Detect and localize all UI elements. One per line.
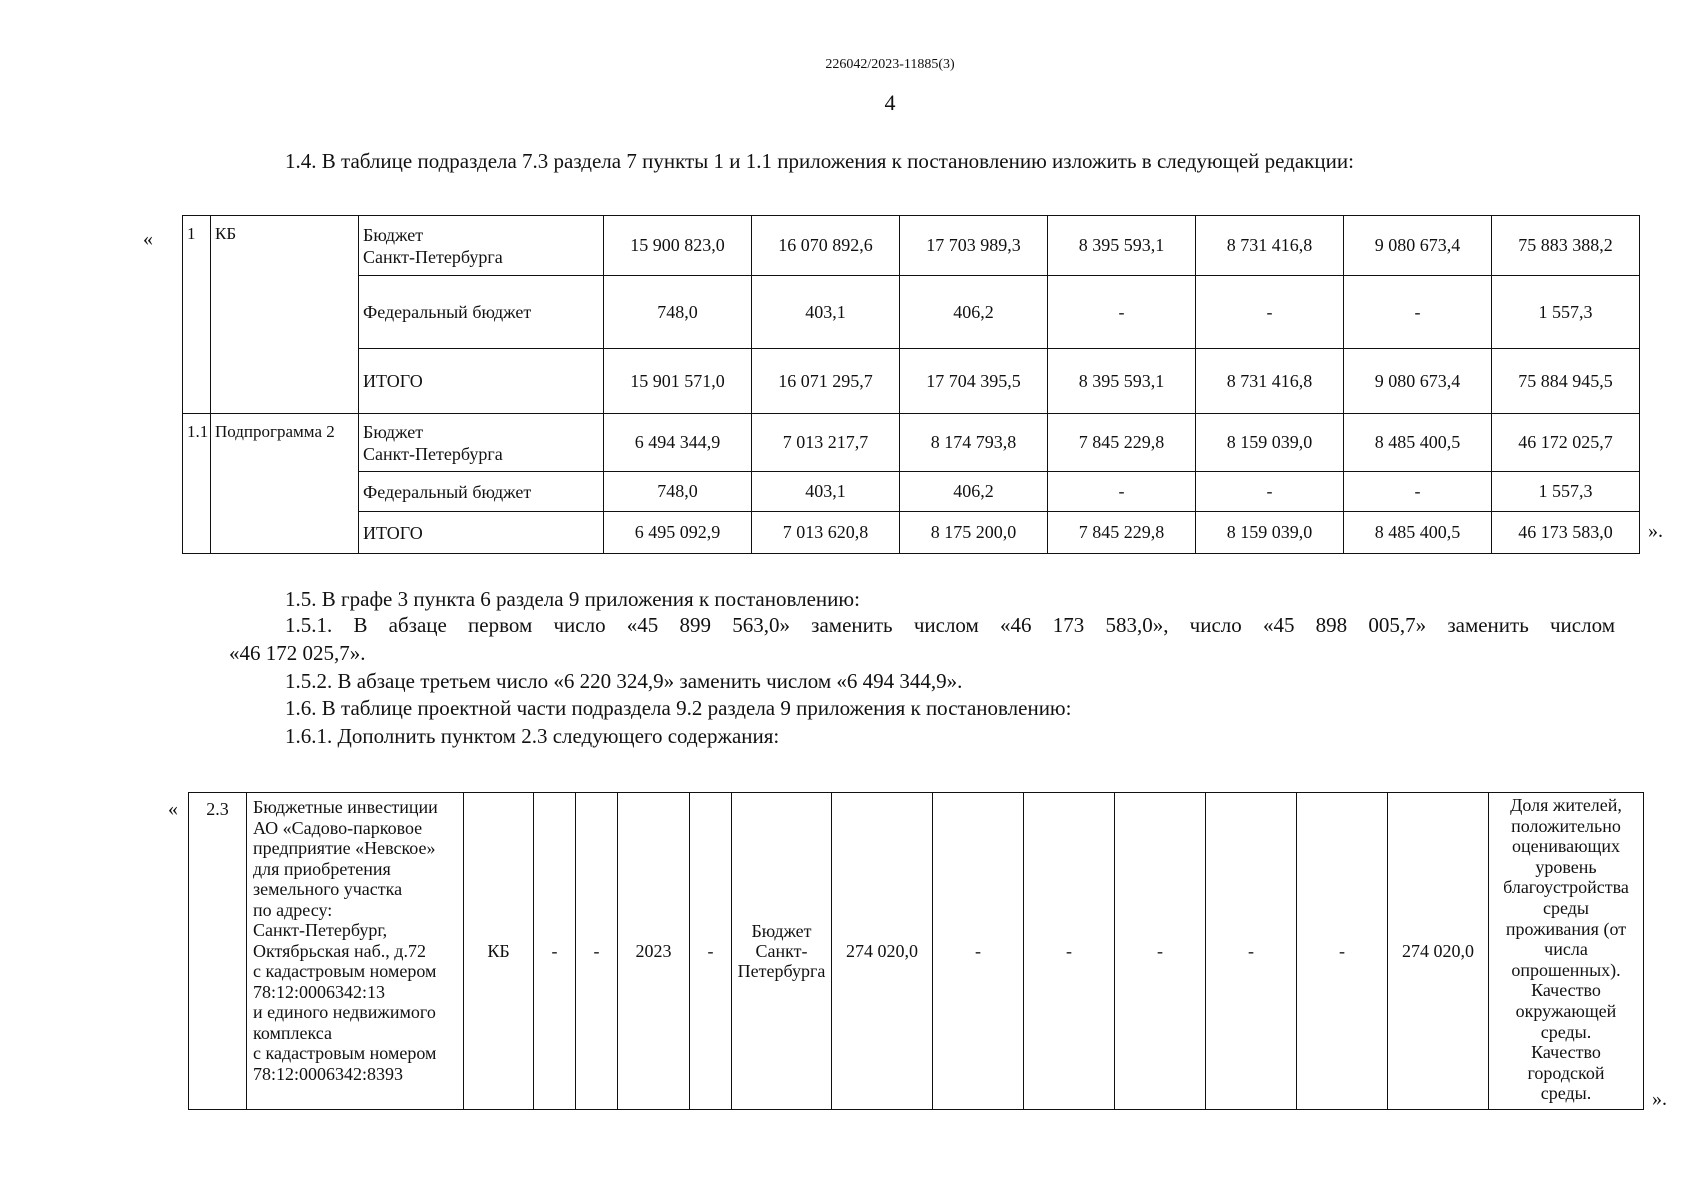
budget-row bbox=[183, 349, 1640, 414]
budget-row bbox=[183, 276, 1640, 349]
budget-value: 748,0 bbox=[604, 472, 752, 512]
budget-value: - bbox=[1344, 276, 1492, 349]
budget-table-body bbox=[183, 216, 1640, 554]
budget-value: 75 883 388,2 bbox=[1492, 216, 1640, 276]
project-dash: - bbox=[1206, 793, 1297, 1110]
budget-value: 1 557,3 bbox=[1492, 472, 1640, 512]
project-dash: - bbox=[933, 793, 1024, 1110]
budget-value: 8 731 416,8 bbox=[1196, 349, 1344, 414]
budget-value: 7 845 229,8 bbox=[1048, 512, 1196, 554]
budget-value: 17 703 989,3 bbox=[900, 216, 1048, 276]
project-table bbox=[188, 792, 1644, 1110]
budget-value: 7 013 620,8 bbox=[752, 512, 900, 554]
budget-value: 46 173 583,0 bbox=[1492, 512, 1640, 554]
project-row-2-3 bbox=[189, 793, 1644, 1110]
project-total: 274 020,0 bbox=[1388, 793, 1489, 1110]
paragraph-1-6: 1.6. В таблице проектной части подраздела 9.2 раздела 9 приложения к постановлению: bbox=[285, 696, 1072, 720]
row-index: 1.1 bbox=[183, 414, 211, 554]
row-index: 1 bbox=[183, 216, 211, 414]
budget-value: - bbox=[1048, 276, 1196, 349]
project-row-index: 2.3 bbox=[189, 793, 247, 1110]
budget-row bbox=[183, 512, 1640, 554]
budget-value: 406,2 bbox=[900, 276, 1048, 349]
project-amount: 274 020,0 bbox=[832, 793, 933, 1110]
budget-value: 15 900 823,0 bbox=[604, 216, 752, 276]
paragraph-1-5: 1.5. В графе 3 пункта 6 раздела 9 приложения к постановлению: bbox=[285, 587, 860, 611]
budget-value: 1 557,3 bbox=[1492, 276, 1640, 349]
quote-open-2: « bbox=[168, 798, 178, 820]
budget-value: 6 495 092,9 bbox=[604, 512, 752, 554]
budget-value: 748,0 bbox=[604, 276, 752, 349]
budget-row bbox=[183, 216, 1640, 276]
project-dash: - bbox=[1297, 793, 1388, 1110]
budget-source-label: ИТОГО bbox=[359, 349, 604, 414]
budget-value: 8 731 416,8 bbox=[1196, 216, 1344, 276]
budget-value: 8 395 593,1 bbox=[1048, 216, 1196, 276]
project-dash: - bbox=[534, 793, 576, 1110]
budget-row bbox=[183, 472, 1640, 512]
budget-value: - bbox=[1196, 472, 1344, 512]
paragraph-1-5-1-line1: 1.5.1. В абзаце первом число «45 899 563,0» заменить числом «46 173 583,0», число «45 898 005,7» заменить числом bbox=[285, 613, 1615, 637]
budget-source-label: Бюджет Санкт-Петербурга bbox=[359, 216, 604, 276]
budget-value: - bbox=[1048, 472, 1196, 512]
budget-value: 9 080 673,4 bbox=[1344, 349, 1492, 414]
budget-value: - bbox=[1196, 276, 1344, 349]
budget-source-label: Федеральный бюджет bbox=[359, 472, 604, 512]
project-dash: - bbox=[1115, 793, 1206, 1110]
budget-value: 8 485 400,5 bbox=[1344, 414, 1492, 472]
budget-value: 403,1 bbox=[752, 276, 900, 349]
budget-value: 9 080 673,4 bbox=[1344, 216, 1492, 276]
paragraph-1-5-1-line2: «46 172 025,7». bbox=[229, 641, 366, 665]
budget-value: 8 174 793,8 bbox=[900, 414, 1048, 472]
budget-value: 8 159 039,0 bbox=[1196, 512, 1344, 554]
project-dash: - bbox=[690, 793, 732, 1110]
budget-value: 8 175 200,0 bbox=[900, 512, 1048, 554]
paragraph-1-4: 1.4. В таблице подраздела 7.3 раздела 7 пункты 1 и 1.1 приложения к постановлению изложить в следующей редакции: bbox=[285, 149, 1354, 173]
budget-value: 16 070 892,6 bbox=[752, 216, 900, 276]
budget-value: 75 884 945,5 bbox=[1492, 349, 1640, 414]
quote-close-2: ». bbox=[1652, 1088, 1667, 1110]
project-budget-source: Бюджет Санкт- Петербурга bbox=[732, 793, 832, 1110]
budget-value: 6 494 344,9 bbox=[604, 414, 752, 472]
budget-value: 8 485 400,5 bbox=[1344, 512, 1492, 554]
budget-value: 403,1 bbox=[752, 472, 900, 512]
budget-row bbox=[183, 414, 1640, 472]
budget-table bbox=[182, 215, 1640, 554]
project-dash: - bbox=[576, 793, 618, 1110]
page-number: 4 bbox=[884, 90, 896, 115]
quote-open-1: « bbox=[143, 228, 153, 250]
paragraph-1-5-2: 1.5.2. В абзаце третьем число «6 220 324,9» заменить числом «6 494 344,9». bbox=[285, 669, 963, 693]
budget-value: 8 395 593,1 bbox=[1048, 349, 1196, 414]
project-description: Бюджетные инвестиции АО «Садово-парковое предприятие «Невское» для приобретения земельного участка по адресу: Санкт-Петербург, Октябрьская наб., д.72 с кадастровым номером 78:12:0006342:13 и единого недвижимого комплекса с кадастровым номером 78:12:0006342:8393 bbox=[247, 793, 464, 1110]
budget-value: - bbox=[1344, 472, 1492, 512]
paragraph-1-6-1: 1.6.1. Дополнить пунктом 2.3 следующего содержания: bbox=[285, 724, 780, 748]
budget-source-label: Федеральный бюджет bbox=[359, 276, 604, 349]
budget-value: 15 901 571,0 bbox=[604, 349, 752, 414]
program-name: Подпрограмма 2 bbox=[211, 414, 359, 554]
project-code: КБ bbox=[464, 793, 534, 1110]
program-name: КБ bbox=[211, 216, 359, 414]
quote-close-1: ». bbox=[1648, 520, 1663, 542]
project-dash: - bbox=[1024, 793, 1115, 1110]
budget-value: 17 704 395,5 bbox=[900, 349, 1048, 414]
budget-value: 406,2 bbox=[900, 472, 1048, 512]
budget-source-label: ИТОГО bbox=[359, 512, 604, 554]
budget-source-label: Бюджет Санкт-Петербурга bbox=[359, 414, 604, 472]
budget-value: 8 159 039,0 bbox=[1196, 414, 1344, 472]
budget-value: 7 845 229,8 bbox=[1048, 414, 1196, 472]
budget-value: 46 172 025,7 bbox=[1492, 414, 1640, 472]
project-indicator: Доля жителей, положительно оценивающих уровень благоустройства среды проживания (от числа опрошенных). Качество окружающей среды. Качество городской среды. bbox=[1489, 793, 1644, 1110]
project-year: 2023 bbox=[618, 793, 690, 1110]
document-id: 226042/2023-11885(3) bbox=[825, 57, 955, 72]
budget-value: 16 071 295,7 bbox=[752, 349, 900, 414]
budget-value: 7 013 217,7 bbox=[752, 414, 900, 472]
